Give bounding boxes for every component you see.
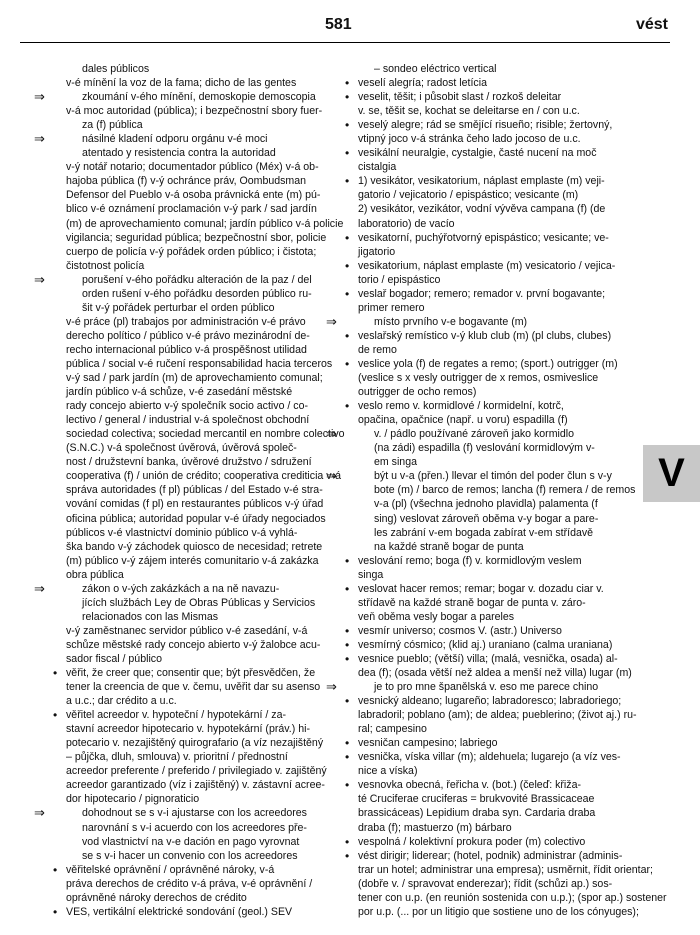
entry-line: • vesnička, víska villar (m); aldehuela; lugarejo (a víz ves- — [358, 750, 634, 764]
entry-line: tener con u.p. (en reunión sostenida con u.p.); (spor ap.) sostener — [358, 891, 667, 904]
entry-line: relacionados con las Mismas — [82, 610, 219, 623]
entry-line: dor hipotecario / pignoraticio — [66, 793, 200, 806]
page-number: 581 — [325, 16, 352, 33]
alphabet-tab-letter: V — [658, 451, 685, 495]
entry-line: • vesmírný cósmico; (klid aj.) uraniano (calma uraniana) — [358, 638, 634, 652]
right-column — [358, 62, 667, 919]
entry-line: schůze městské rady concejo abierto v-ý žalobce acu- — [66, 638, 321, 651]
entry-line: veň oběma vesly bogar a pareles — [358, 610, 515, 623]
entry-line: • veselí alegría; radost letícia — [358, 76, 634, 90]
entry-line: • vesikatorium, náplast emplaste (m) vesicatorio / vejica- — [358, 259, 634, 273]
entry-line: vod vlastnictví na v-e dación en pago vyrovnat — [82, 835, 300, 848]
entry-line: Defensor del Pueblo v-á osoba právnická ente (m) pú- — [66, 189, 321, 202]
entry-line: v. se, těšit se, kochat se deleitarse en / con u.c. — [358, 105, 580, 118]
entry-line: narovnání s v-i acuerdo con los acreedores pře- — [82, 821, 307, 834]
entry-line: vigilancia; seguridad pública; bezpečnostní sbor, policie — [66, 231, 327, 244]
entry-line: • vespolná / kolektivní prokura poder (m) colectivo — [358, 835, 634, 849]
entry-line: ⇒ zkoumání v-ého mínění, demoskopie demoscopia — [66, 90, 342, 104]
entry-line: (m) de aprovechamiento comunal; jardín público v-á policie — [66, 217, 344, 230]
entry-line: sing) veslovat zároveň oběma v-y bogar a pare- — [374, 512, 599, 525]
entry-line: – půjčka, dluh, smlouva) v. prioritní / přednostní — [66, 751, 288, 764]
entry-line: vtipný joco v-á stránka čeho lado jocoso de u.c. — [358, 133, 581, 146]
entry-line: outrigger de ocho remos) — [358, 386, 477, 399]
entry-line: • veselit, těšit; i působit slast / rozkoš deleitar — [358, 90, 634, 104]
entry-line: ⇒ je to pro mne španělská v. eso me parece chino — [358, 680, 634, 694]
entry-line: • věřit, že creer que; consentir que; být přesvědčen, že — [66, 666, 342, 680]
entry-line: (dobře v. / spravovat enderezar); řídit (schůzi ap.) sos- — [358, 877, 613, 890]
entry-line: šit v-ý pořádek perturbar el orden público — [82, 301, 275, 314]
entry-line: v-é mínění la voz de la fama; dicho de las gentes — [66, 77, 297, 90]
entry-line: labradoril; poblano (am); de aldea; pueblerino; (život aj.) ru- — [358, 709, 637, 722]
entry-line: • vesikální neuralgie, cystalgie, časté nucení na moč — [358, 146, 634, 160]
entry-line: gatorio / vejicatorio / epispástico; vesicante (m) — [358, 189, 579, 202]
entry-line: por u.p. (... por un litigio que sostiene uno de los cónyuges); — [358, 905, 639, 918]
left-column — [66, 62, 345, 919]
entry-line: ⇒ v. / pádlo používané zároveň jako kormidlo — [358, 427, 634, 441]
entry-line: v-é práce (pl) trabajos por administración v-é právo — [66, 315, 306, 328]
header-rule — [20, 42, 670, 43]
entry-line: torio / epispástico — [358, 273, 441, 286]
entry-line: oficina pública; autoridad popular v-é úřady negociados — [66, 512, 326, 525]
entry-line: • 1) vesikátor, vesikatorium, náplast emplaste (m) veji- — [358, 174, 634, 188]
entry-line: práva derechos de crédito v-á práva, v-é oprávnění / — [66, 877, 313, 890]
entry-line: dea (f); (osada větší než aldea a menší než villa) lugar (m) — [358, 667, 632, 680]
entry-line: draba (f); mastuerzo (m) bárbaro — [358, 821, 512, 834]
entry-line: stavní acreedor hipotecario v. hypotekární (práv.) hi- — [66, 723, 310, 736]
entry-line: na každé straně bogar de punta — [374, 540, 524, 553]
entry-line: derecho político / público v-é právo mezinárodní de- — [66, 329, 310, 342]
entry-line: (S.N.C.) v-á společnost úvěrová, úvěrová společ- — [66, 442, 297, 455]
entry-line: 2) vesikátor, vezikátor, vodní vývěva campana (f) (de — [358, 203, 606, 216]
entry-line: nost / družstevní banka, úvěrové družstvo / sdružení — [66, 456, 312, 469]
entry-line: públicos v-é vlastnictví dominio público v-á vyhlá- — [66, 526, 298, 539]
entry-line: vování comidas (f pl) en restaurantes públicos v-ý úřad — [66, 498, 324, 511]
entry-line: ⇒ dohodnout se s v-i ajustarse con los acreedores — [66, 806, 342, 820]
entry-line: • vesikatorní, puchýřotvorný epispástico; vesicante; ve- — [358, 231, 634, 245]
entry-line: • vesnice pueblo; (větší) villa; (malá, vesnička, osada) al- — [358, 652, 634, 666]
entry-line: jardín público v-á schůze, v-é zasedání městské — [66, 386, 293, 399]
entry-line: atentado y resistencia contra la autoridad — [82, 147, 276, 160]
entry-line: • věřitel acreedor v. hypoteční / hypotekární / za- — [66, 708, 342, 722]
entry-line: ška bando v-ý záchodek quiosco de necesidad; retrete — [66, 540, 323, 553]
entry-line: v-ý sad / park jardín (m) de aprovechamiento comunal; — [66, 372, 323, 385]
entry-line: laboratorio) de vacío — [358, 217, 455, 230]
entry-line: • vesničan campesino; labriego — [358, 736, 634, 750]
entry-line: acreedor garantizado (víz i zajištěný) v. zástavní acree- — [66, 779, 325, 792]
entry-line: singa — [358, 568, 384, 581]
entry-line: brassicáceas) Lepidium draba syn. Cardaria draba — [358, 807, 596, 820]
entry-line: • veselý alegre; rád se smějící risueño; risible; žertovný, — [358, 118, 634, 132]
entry-line: tener la creencia de que v. čemu, uvěřit dar su asenso — [66, 681, 321, 694]
entry-line: hajoba pública (f) v-ý ochránce práv, Oombudsman — [66, 175, 307, 188]
entry-line: • vesnovka obecná, řeřicha v. (bot.) (čeleď: křiža- — [358, 778, 634, 792]
entry-line: (m) público v-ý zájem interés comunitario v-á zakázka — [66, 554, 319, 567]
entry-line: acreedor preferente / preferido / privilegiado v. zajištěný — [66, 765, 327, 778]
entry-line: les zabrání v-em bogada zabírat v-em střídavě — [374, 526, 594, 539]
entry-line: střídavě na každé straně bogar de punta v. záro- — [358, 596, 586, 609]
entry-line: jících službách Ley de Obras Públicas y Servicios — [82, 596, 316, 609]
alphabet-tab — [643, 445, 700, 502]
entry-line: (veslice s x vesly outrigger de x remos, osmiveslice — [358, 372, 599, 385]
entry-line: em singa — [374, 456, 417, 469]
entry-line: opačina, opačnice (např. u voru) espadilla (f) — [358, 414, 568, 427]
entry-line: cistalgia — [358, 161, 397, 174]
entry-line: • veslovat hacer remos; remar; bogar v. dozadu ciar v. — [358, 582, 634, 596]
entry-line: ⇒ být u v-a (přen.) llevar el timón del poder člun s v-y — [358, 469, 634, 483]
entry-line: se s v-i hacer un convenio con los acreedores — [82, 849, 298, 862]
entry-line: potecario v. nezajištěný quirografario (a víz nezajištěný — [66, 737, 324, 750]
entry-line: (na zádi) espadilla (f) veslování kormidlovým v- — [374, 442, 595, 455]
entry-line: ⇒ násilné kladení odporu orgánu v-é moci — [66, 132, 342, 146]
entry-line: dales públicos — [82, 63, 150, 75]
running-headword: vést — [635, 16, 668, 33]
entry-line: • veslice yola (f) de regates a remo; (sport.) outrigger (m) — [358, 357, 634, 371]
entry-line: • věřitelské oprávnění / oprávněné nároky, v-á — [66, 863, 342, 877]
entry-line: sador fiscal / público — [66, 652, 162, 665]
entry-line: cuerpo de policía v-ý pořádek orden público; i čistota; — [66, 245, 317, 258]
entry-line: ⇒ zákon o v-ých zakázkách a na ně navazu- — [66, 582, 342, 596]
entry-line: za (f) pública — [82, 119, 143, 132]
entry-line: • veslař bogador; remero; remador v. první bogavante; — [358, 287, 634, 301]
entry-line: obra pública — [66, 568, 124, 581]
entry-line: – sondeo eléctrico vertical — [374, 63, 497, 75]
entry-line: blico v-é oznámení proclamación v-ý park / sad jardín — [66, 203, 317, 216]
entry-line: • veslařský remístico v-ý klub club (m) (pl clubs, clubes) — [358, 329, 634, 343]
entry-line: trar un hotel; administrar una empresa); usměrnit, řídit orientar; — [358, 863, 653, 876]
entry-line: sociedad colectiva; sociedad mercantil en nombre colectivo — [66, 428, 345, 441]
entry-line: lectivo / general / industrial v-á společnost obchodní — [66, 414, 310, 427]
entry-line: primer remero — [358, 301, 425, 314]
entry-line: • veslování remo; boga (f) v. kormidlovým veslem — [358, 554, 634, 568]
entry-line: správa autoridades (f pl) públicas / del Estado v-é stra- — [66, 484, 323, 497]
page-header — [20, 16, 668, 38]
entry-line: čistotnost policía — [66, 259, 145, 272]
entry-line: té Cruciferae cruciferas = brukvovité Brassicaceae — [358, 793, 595, 806]
entry-line: a u.c.; dar crédito a u.c. — [66, 695, 177, 708]
entry-line: ⇒ porušení v-ého pořádku alteración de la paz / del — [66, 273, 342, 287]
entry-line: orden rušení v-ého pořádku desorden público ru- — [82, 287, 312, 300]
entry-line: de remo — [358, 343, 397, 356]
entry-line: recho internacional público v-á prospěšnost utilidad — [66, 343, 307, 356]
entry-line: v-á moc autoridad (pública); i bezpečnostní sbory fuer- — [66, 105, 323, 118]
entry-line: oprávněné nároky derechos de crédito — [66, 891, 247, 904]
entry-line: • vesnický aldeano; lugareño; labradoresco; labradoriego; — [358, 694, 634, 708]
entry-line: rady concejo abierto v-ý společník socio activo / co- — [66, 400, 309, 413]
entry-line: • VES, vertikální elektrické sondování (geol.) SEV — [66, 905, 342, 919]
entry-line: pública / social v-é ručení responsabilidad hacia terceros — [66, 357, 333, 370]
entry-line: • vesmír universo; cosmos V. (astr.) Universo — [358, 624, 634, 638]
entry-line: v-a (pl) (všechna jednoho plavidla) palamenta (f — [374, 498, 598, 511]
entry-line: cooperativa (f) / unión de crédito; cooperativa crediticia v-á — [66, 470, 341, 483]
entry-line: ⇒ místo prvního v-e bogavante (m) — [358, 315, 634, 329]
entry-line: • vést dirigir; liderear; (hotel, podnik) administrar (adminis- — [358, 849, 634, 863]
entry-line: bote (m) / barco de remos; lancha (f) remera / de remos — [374, 484, 636, 497]
entry-line: jigatorio — [358, 245, 396, 258]
entry-line: • veslo remo v. kormidlové / kormidelní, kotrč, — [358, 399, 634, 413]
entry-line: ral; campesino — [358, 723, 427, 736]
entry-line: v-ý zaměstnanec servidor público v-é zasedání, v-á — [66, 624, 308, 637]
entry-line: nice a víska) — [358, 765, 418, 778]
entry-line: v-ý notář notario; documentador público (Méx) v-á ob- — [66, 161, 319, 174]
